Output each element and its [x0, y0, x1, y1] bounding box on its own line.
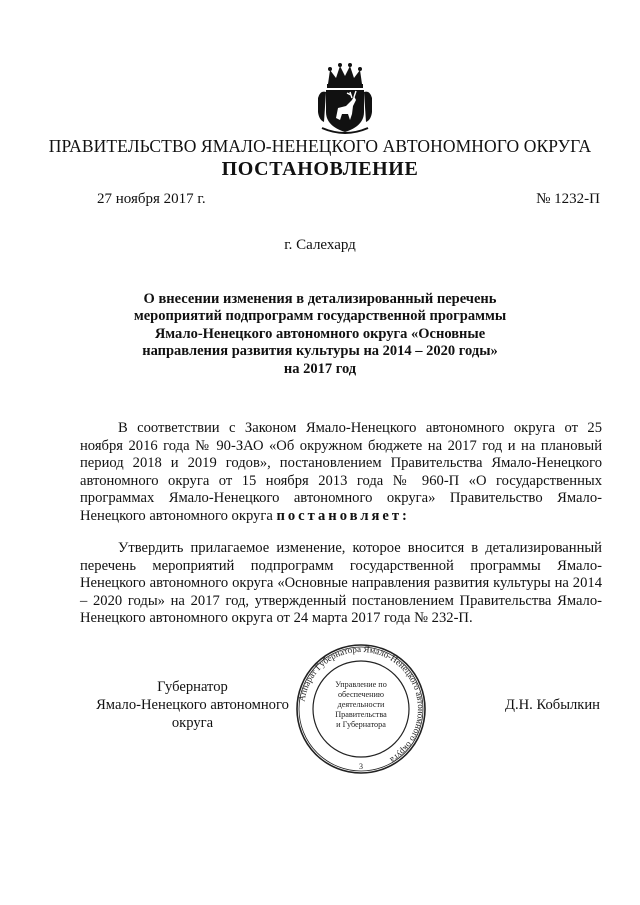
document-title [100, 291, 540, 378]
title-line: направления развития культуры на 2014 – 2020 годы» [142, 343, 498, 360]
preamble-text: В соответствии с Законом Ямало-Ненецкого автономного округа от 25 ноября 2016 года № 90-ЗАО «Об окружном бюджете на 2017 год и на плановый период 2018 и 2019 годов», постановлением Правительства Ямало-Ненецкого автономного округа от 15 ноября 2013 года № 960-П «О государственных программах Ямало-Ненецкого автономного округа» Правительство Ямало-Ненецкого автономного округа [80, 420, 602, 524]
document-type: ПОСТАНОВЛЕНИЕ [221, 158, 419, 180]
coat-of-arms-emblem [316, 62, 374, 136]
signatory-name: Д.Н. Кобылкин [505, 697, 600, 713]
signatory-position-line1: Губернатор [157, 679, 228, 695]
title-line: О внесении изменения в детализированный перечень [143, 291, 497, 307]
stamp-line: Правительства [335, 710, 387, 719]
resolution-paragraph: Утвердить прилагаемое изменение, которое вносится в детализированный перечень мероприятий подпрограмм государственной программы Ямало-Ненецкого автономного округа «Основные направления развития культуры на 2014 – 2020 годы» на 2017 год, утвержденный постановлением Правительства Ямало-Ненецкого автономного округа от 24 марта 2017 года № 232-П. [80, 540, 602, 627]
document-date: 27 ноября 2017 г. [97, 191, 206, 207]
document-number: № 1232-П [536, 191, 600, 207]
official-stamp [291, 643, 431, 775]
title-line: Ямало-Ненецкого автономного округа «Основные [154, 325, 486, 342]
stamp-line: Управление по [335, 680, 387, 689]
title-line: мероприятий подпрограмм государственной программы [133, 308, 507, 325]
signatory-position [80, 678, 305, 732]
stamp-line: обеспечению [337, 690, 385, 699]
stamp-line: деятельности [337, 700, 385, 709]
stamp-ring-text: Аппарат Губернатора Ямало-Ненецкого автономного округа [296, 643, 427, 766]
document-city: г. Салехард [284, 237, 356, 253]
stamp-line: и Губернатора [336, 720, 386, 729]
decree-word: постановляет: [276, 507, 410, 524]
preamble-paragraph [80, 420, 602, 526]
title-line: на 2017 год [283, 360, 357, 377]
stamp-number: 3 [359, 762, 363, 771]
government-name: ПРАВИТЕЛЬСТВО ЯМАЛО-НЕНЕЦКОГО АВТОНОМНОГО ОКРУГА [48, 136, 592, 156]
signatory-position-line2: Ямало-Ненецкого автономного округа [96, 697, 289, 731]
